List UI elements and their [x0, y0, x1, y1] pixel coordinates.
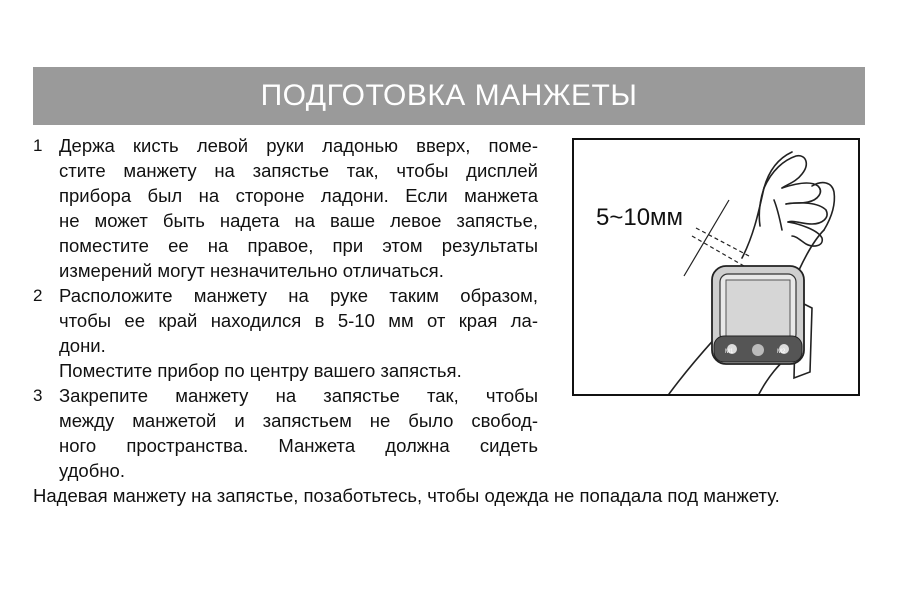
section-title: ПОДГОТОВКА МАНЖЕТЫ: [260, 79, 638, 112]
section-header: [33, 67, 865, 125]
step-number: 3: [33, 386, 43, 405]
step-line: Держа кисть левой руки ладонью вверх, поме-: [59, 135, 538, 156]
step-2: [33, 283, 538, 383]
step-line: Расположите манжету на руке таким образом,: [59, 285, 538, 306]
step-line: Закрепите манжету на запястье так, чтобы: [59, 385, 538, 406]
note-text: Надевая манжету на запястье, позаботьтесь, чтобы одежда не попадала под манжету.: [33, 485, 780, 506]
step-line: стите манжету на запястье так, чтобы дисплей: [59, 160, 538, 181]
step-sub-line: Поместите прибор по центру вашего запястья.: [59, 360, 462, 381]
step-line: прибора был на стороне ладони. Если манжета: [59, 185, 538, 206]
step-line: чтобы ее край находился в 5-10 мм от края ла-: [59, 310, 538, 331]
step-line: измерений могут незначительно отличаться.: [59, 260, 444, 281]
step-line: не может быть надета на ваше левое запястье,: [59, 210, 538, 231]
distance-label: 5~10мм: [596, 204, 684, 231]
display-screen: [726, 280, 790, 336]
m2-label: M2: [777, 349, 786, 355]
step-number: 2: [33, 286, 43, 305]
step-line: дони.: [59, 335, 106, 356]
dimension-line: [684, 200, 729, 276]
cuff-edge-guide: [692, 236, 744, 266]
power-button: [752, 344, 764, 356]
instruction-steps: [33, 133, 538, 483]
wrist-edge: [742, 152, 792, 258]
step-line: между манжетой и запястьем не было свобод-: [59, 410, 538, 431]
m1-label: M1: [725, 349, 734, 355]
step-line: поместите ее на правое, при этом результаты: [59, 235, 538, 256]
wrist-cuff-illustration: [572, 138, 860, 396]
step-line: удобно.: [59, 460, 125, 481]
dimension-marker: [684, 200, 749, 276]
step-3: [33, 383, 538, 483]
wrist-cuff-drawing: [574, 140, 858, 394]
step-line: ного пространства. Манжета должна сидеть: [59, 435, 538, 456]
monitor-device: [712, 266, 804, 364]
step-1: [33, 133, 538, 283]
step-number: 1: [33, 136, 43, 155]
